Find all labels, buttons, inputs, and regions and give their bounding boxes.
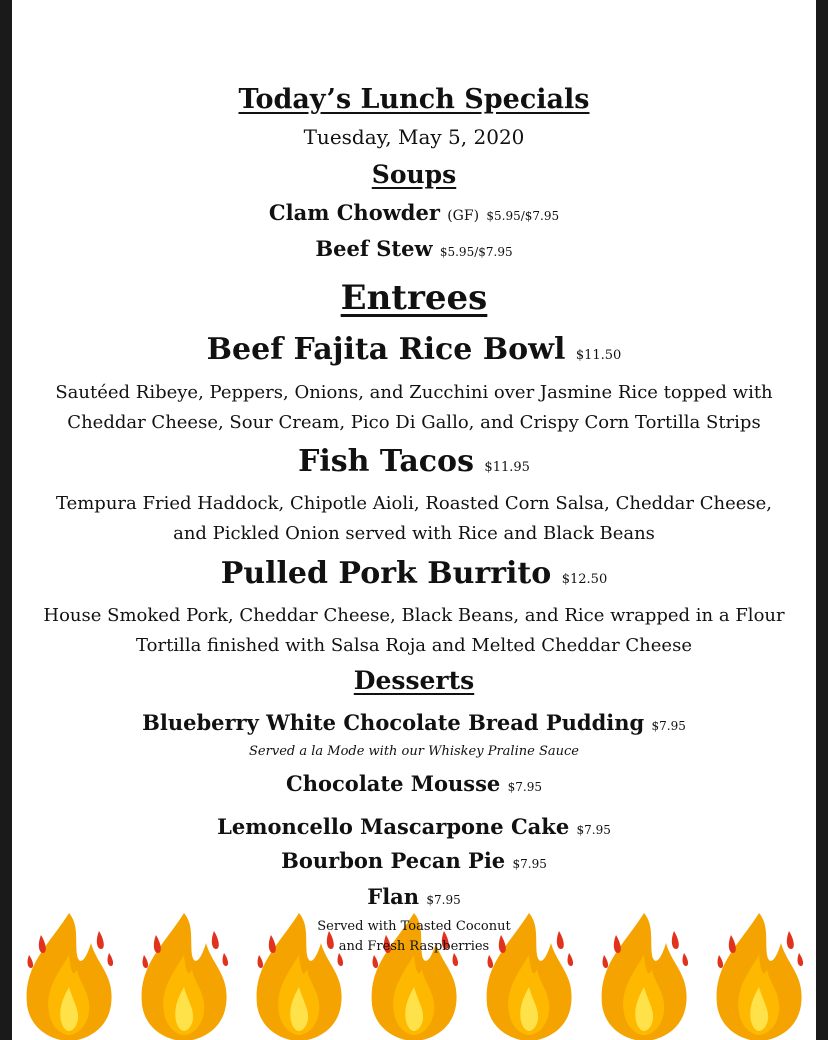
entree-name: Pulled Pork Burrito [220,556,552,591]
dessert-price: $7.95 [576,823,611,837]
dessert-name: Flan [367,884,420,909]
soup-item [12,200,816,225]
entree-name: Fish Tacos [298,444,474,479]
dessert-price: $7.95 [426,893,461,907]
entree-description [12,489,816,549]
dessert-name: Chocolate Mousse [286,771,501,796]
dessert-note [12,917,816,957]
dessert-name: Lemoncello Mascarpone Cake [217,814,570,839]
menu-date: Tuesday, May 5, 2020 [303,125,525,149]
entree-desc-line: House Smoked Pork, Cheddar Cheese, Black Beans, and Rice wrapped in a Flour [43,605,785,626]
dessert-price: $7.95 [512,857,547,871]
entree-price: $12.50 [561,572,608,587]
menu-page [12,0,816,1040]
entree-price: $11.50 [575,348,622,363]
page-title: Today’s Lunch Specials [238,84,590,115]
entree-item [12,332,816,367]
entree-item [12,556,816,591]
soup-price: $5.95/$7.95 [439,245,513,259]
dessert-note-line: and Fresh Raspberries [338,939,490,954]
entree-description [12,378,816,438]
dessert-item [12,710,816,735]
entree-price: $11.95 [484,460,530,475]
dessert-note: Served a la Mode with our Whiskey Praline Sauce [249,744,579,759]
entree-desc-line: Tortilla finished with Salsa Roja and Melted Cheddar Cheese [136,635,692,656]
dessert-price: $7.95 [507,780,542,794]
entree-description [12,601,816,661]
dessert-item [12,814,816,839]
entree-desc-line: Sautéed Ribeye, Peppers, Onions, and Zucchini over Jasmine Rice topped with [55,382,773,403]
soup-name: Clam Chowder [268,200,440,225]
entree-item [12,444,816,479]
dessert-name: Blueberry White Chocolate Bread Pudding [142,710,645,735]
dessert-price: $7.95 [651,719,686,733]
soup-name: Beef Stew [315,236,433,261]
entree-desc-line: and Pickled Onion served with Rice and Black Beans [173,523,655,544]
soup-tag: (GF) [447,208,480,224]
soup-item [12,236,816,261]
entree-desc-line: Cheddar Cheese, Sour Cream, Pico Di Gallo, and Crispy Corn Tortilla Strips [67,412,761,433]
dessert-note-line: Served with Toasted Coconut [317,919,511,934]
entrees-heading: Entrees [340,278,488,318]
desserts-heading: Desserts [353,666,475,695]
entree-name: Beef Fajita Rice Bowl [206,332,566,367]
dessert-item [12,771,816,796]
soups-heading: Soups [371,160,457,189]
soup-price: $5.95/$7.95 [486,209,560,223]
entree-desc-line: Tempura Fried Haddock, Chipotle Aioli, Roasted Corn Salsa, Cheddar Cheese, [55,493,773,514]
dessert-name: Bourbon Pecan Pie [281,848,506,873]
dessert-item [12,848,816,873]
